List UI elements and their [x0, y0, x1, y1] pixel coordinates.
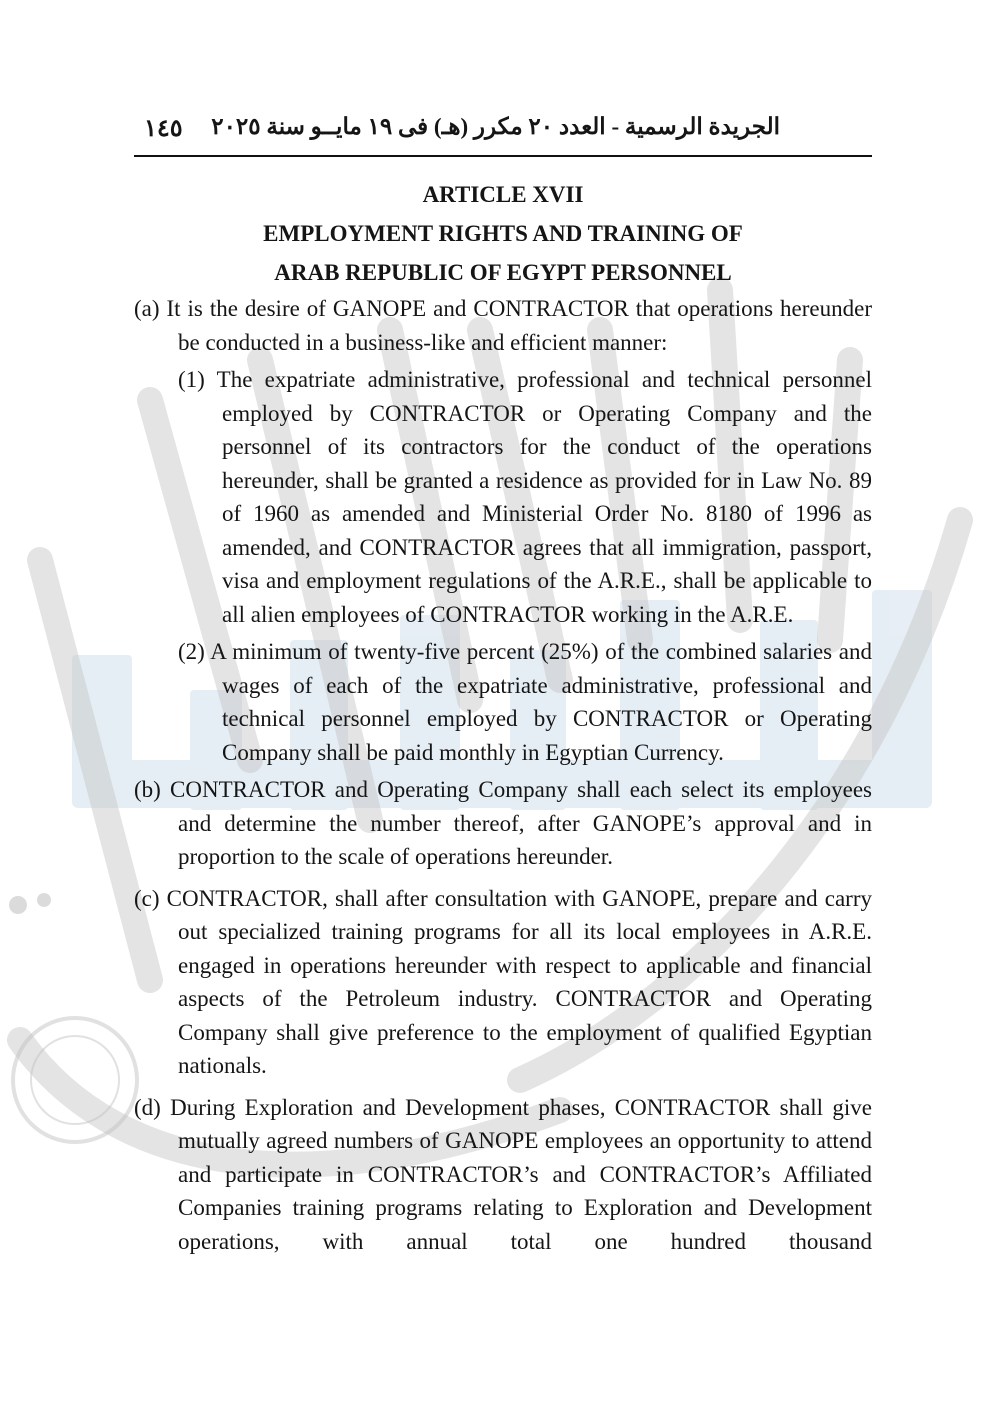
page-number: ١٤٥ — [144, 116, 183, 142]
header-divider — [134, 155, 872, 157]
watermark-seal — [13, 1018, 137, 1142]
article-title-line-1: EMPLOYMENT RIGHTS AND TRAINING OF — [263, 221, 743, 246]
watermark-dots — [9, 893, 51, 914]
paragraph-a: (a) It is the desire of GANOPE and CONTRACTOR that operations hereunder be conducted in a business-like and efficient manner: — [134, 296, 872, 355]
paragraph-d: (d) During Exploration and Development phases, CONTRACTOR shall give mutually agreed numbers of GANOPE employees an opportunity to attend and participate in CONTRACTOR’s and CONTRACTOR’s Affiliated Companies training programs relating to Exploration and Development operations, with annual total one hundred thousand — [134, 1094, 872, 1254]
article-title-line-2: ARAB REPUBLIC OF EGYPT PERSONNEL — [274, 260, 732, 285]
paragraph-a-2: (2) A minimum of twenty-five percent (25%) of the combined salaries and wages of each of the expatriate administrative, professional and technical personnel employed by CONTRACTOR or Operating Company shall be paid monthly in Egyptian Currency. — [178, 639, 872, 765]
gazette-header-title: الجريدة الرسمية - العدد ٢٠ مكرر (هـ) فى ١٩ مايــو سنة ٢٠٢٥ — [211, 114, 780, 139]
article-number: ARTICLE XVII — [422, 182, 584, 207]
page-header — [134, 108, 872, 158]
paragraph-b: (b) CONTRACTOR and Operating Company shall each select its employees and determine the number thereof, after GANOPE’s approval and in proportion to the scale of operations hereunder. — [134, 777, 872, 869]
document-body — [134, 175, 872, 1258]
paragraph-c: (c) CONTRACTOR, shall after consultation with GANOPE, prepare and carry out specialized training programs for all its local employees in A.R.E. engaged in operations hereunder with respect to applicable and financial aspects of the Petroleum industry. CONTRACTOR and Operating Company shall give preference to the employment of qualified Egyptian nationals. — [134, 885, 872, 1078]
paragraph-a-1: (1) The expatriate administrative, professional and technical personnel employed by CONTRACTOR or Operating Company and the personnel of its contractors for the conduct of the operations hereunder, shall be granted a residence as provided for in Law No. 89 of 1960 as amended and Ministerial Order No. 8180 of 1996 as amended, and CONTRACTOR agrees that all immigration, passport, visa and employment regulations of the A.R.E., shall be applicable to all alien employees of CONTRACTOR working in the A.R.E. — [178, 367, 872, 627]
